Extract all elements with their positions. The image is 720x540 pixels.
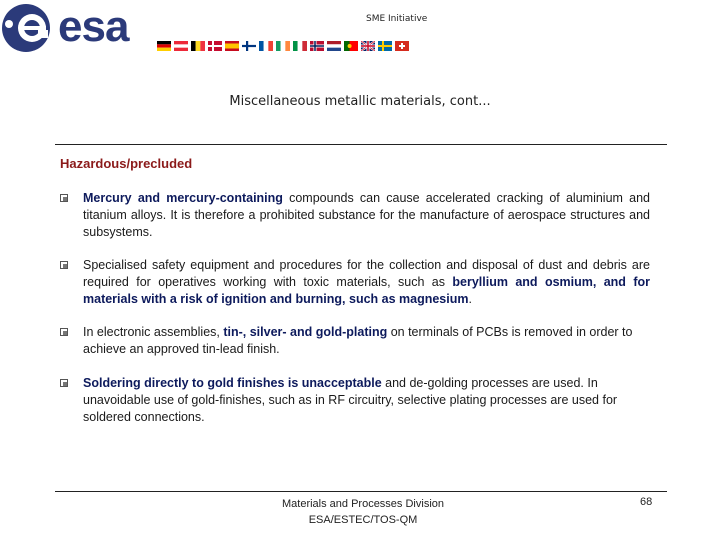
bullet-box-icon	[60, 379, 68, 387]
top-divider	[55, 144, 667, 145]
flag-france-icon	[259, 41, 273, 51]
bullet-plain: and de-golding processes are used. In unavoidable use of gold-finishes, such as in RF circuitry, selective plating processes are used for soldered connections.	[83, 376, 618, 424]
flag-finland-icon	[242, 41, 256, 51]
flag-germany-icon	[157, 41, 171, 51]
bullet-emphasis: tin-, silver- and gold-plating	[223, 325, 388, 339]
bullet-box-icon	[60, 194, 68, 202]
flag-denmark-icon	[208, 41, 222, 51]
bullet-plain: on terminals of PCBs is removed in order to achieve an approved tin-lead finish.	[83, 325, 633, 356]
bullet-emphasis: Soldering directly to gold finishes is unacceptable	[83, 376, 382, 390]
bullet-text	[83, 375, 650, 426]
footer	[0, 496, 720, 528]
flag-switzerland-icon	[395, 41, 409, 51]
member-flags	[157, 41, 409, 51]
bullet-plain: .	[468, 292, 472, 306]
flag-spain-icon	[225, 41, 239, 51]
flag-netherlands-icon	[327, 41, 341, 51]
bullet-text	[83, 190, 650, 241]
esa-logo	[0, 0, 160, 58]
bullet-text	[83, 257, 650, 308]
bottom-divider	[55, 491, 667, 492]
bullet-item	[60, 190, 650, 241]
bullet-emphasis: beryllium and osmium, and for materials with a risk of ignition and burning, such as magnesium	[83, 275, 650, 306]
slide-title: Miscellaneous metallic materials, cont...	[229, 94, 491, 109]
bullet-text	[83, 324, 650, 358]
bullet-plain: compounds can cause accelerated cracking of aluminium and titanium alloys. It is therefore a prohibited substance for the manufacture of aerospace structures and subsystems.	[83, 191, 650, 239]
bullet-item	[60, 257, 650, 308]
flag-portugal-icon	[344, 41, 358, 51]
bullet-emphasis: Mercury and mercury-containing	[83, 191, 283, 205]
bullet-plain: In electronic assemblies,	[83, 325, 224, 339]
bullet-item	[60, 324, 650, 358]
initiative-label: SME Initiative	[366, 14, 428, 24]
esa-logo-mark	[0, 0, 60, 58]
footer-department: ESA/ESTEC/TOS-QM	[308, 514, 418, 526]
bullet-item	[60, 375, 650, 426]
esa-wordmark: esa	[58, 2, 129, 51]
bullet-box-icon	[60, 328, 68, 336]
bullet-plain: Specialised safety equipment and procedures for the collection and disposal of dust and debris are required for operatives working with toxic materials, such as	[83, 258, 650, 289]
flag-united-kingdom-icon	[361, 41, 375, 51]
flag-austria-icon	[174, 41, 188, 51]
footer-division: Materials and Processes Division	[281, 498, 444, 510]
bullet-box-icon	[60, 261, 68, 269]
flag-norway-icon	[310, 41, 324, 51]
flag-italy-icon	[293, 41, 307, 51]
flag-sweden-icon	[378, 41, 392, 51]
flag-belgium-icon	[191, 41, 205, 51]
section-heading: Hazardous/precluded	[60, 156, 193, 171]
page-number: 68	[640, 496, 653, 508]
flag-ireland-icon	[276, 41, 290, 51]
